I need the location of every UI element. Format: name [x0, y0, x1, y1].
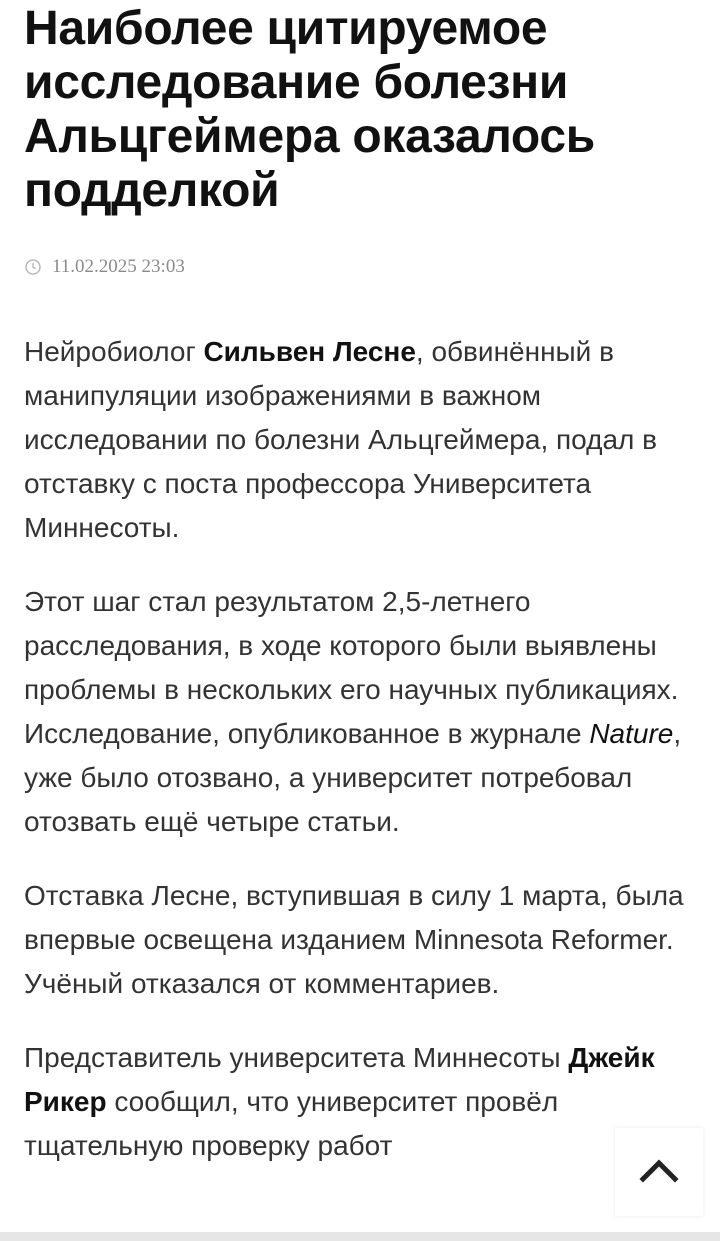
article-meta [24, 256, 696, 278]
paragraph-text: Этот шаг стал результатом 2,5-летнего расследования, в ходе которого были выявлены проблемы в нескольких его научных публикациях. Исследование, опубликованное в журнале [24, 586, 679, 749]
paragraph-text: сообщил, что университет провёл тщательную проверку работ [24, 1086, 559, 1161]
paragraph-text: Представитель университета Миннесоты [24, 1042, 569, 1073]
article-title: Наиболее цитируемое исследование болезни Альцгеймера оказалось подделкой [24, 2, 595, 217]
paragraph [24, 330, 696, 550]
article-datetime: 11.02.2025 23:03 [52, 256, 185, 277]
person-name: Сильвен Лесне [203, 336, 416, 367]
scroll-to-top-button[interactable] [615, 1128, 703, 1216]
paragraph-text: , уже было отозвано, а университет потребовал отозвать ещё четыре статьи. [24, 718, 682, 837]
article [24, 0, 696, 1168]
paragraph [24, 874, 696, 1006]
chevron-up-icon [639, 1157, 679, 1188]
bottom-bar [0, 1232, 720, 1241]
paragraph [24, 580, 696, 844]
paragraph-text: Нейробиолог [24, 336, 204, 367]
clock-icon [24, 258, 42, 276]
journal-name: Nature [589, 718, 674, 749]
paragraph-text: , обвинённый в манипуляции изображениями в важном исследовании по болезни Альцгеймера, подал в отставку с поста профессора Университета Миннесоты. [24, 336, 658, 543]
paragraph [24, 1036, 696, 1168]
person-name: Джейк Рикер [24, 1042, 655, 1117]
paragraph-text: Отставка Лесне, вступившая в силу 1 марта, была впервые освещена изданием Minnesota Reformer. Учёный отказался от комментариев. [24, 880, 684, 999]
